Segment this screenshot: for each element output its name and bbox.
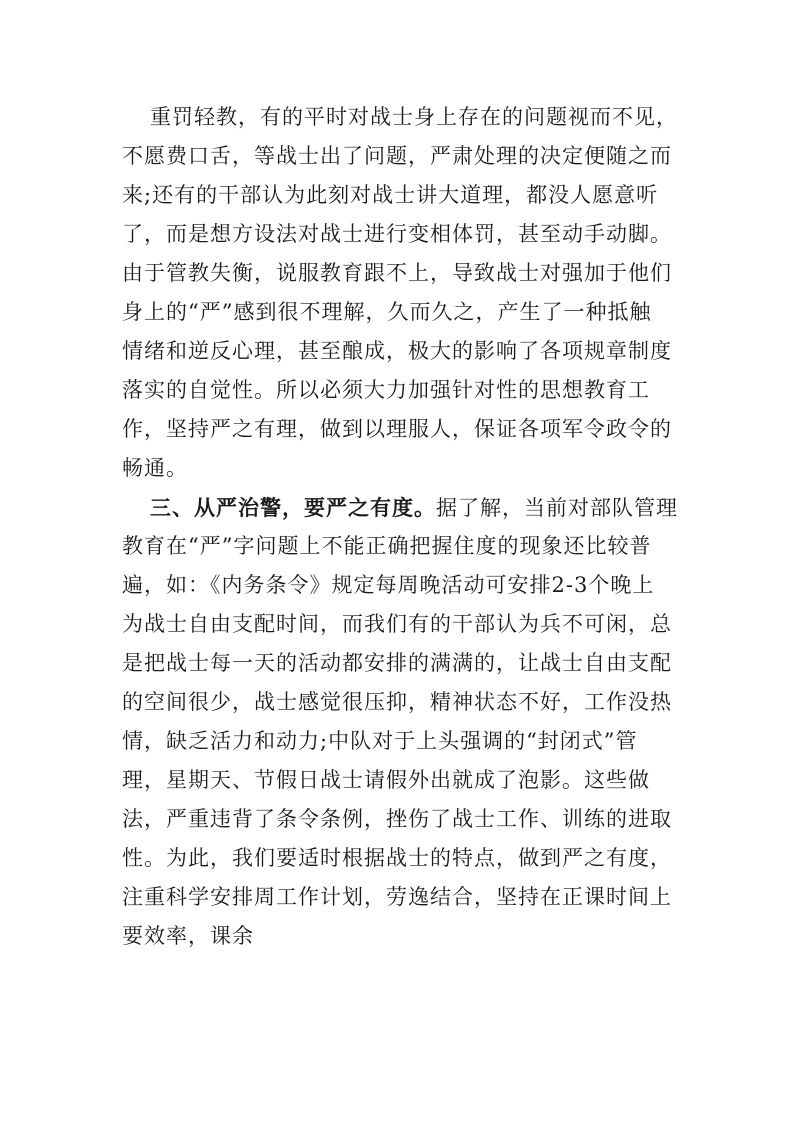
paragraph-line: 了，而是想方设法对战士进行变相体罚，甚至动手动脚。	[122, 222, 672, 246]
paragraph-line: 是把战士每一天的活动都安排的满满的，让战士自由支配	[122, 651, 672, 675]
paragraph-line: 不愿费口舌，等战士出了问题，严肃处理的决定便随之而	[122, 144, 672, 168]
section-heading: 三、从严治警，要严之有度。	[150, 495, 436, 520]
paragraph-line: 注重科学安排周工作计划，劳逸结合，坚持在正课时间上	[122, 885, 672, 909]
paragraph-line: 由于管教失衡，说服教育跟不上，导致战士对强加于他们	[122, 261, 672, 285]
paragraph-line: 遍，如：《内务条令》规定每周晚活动可安排2-3个晚上	[122, 573, 655, 597]
paragraph-line: 理，星期天、节假日战士请假外出就成了泡影。这些做	[122, 768, 650, 792]
paragraph-line: 畅通。	[122, 456, 188, 480]
paragraph-line: 的空间很少，战士感觉很压抑，精神状态不好，工作没热	[122, 690, 672, 714]
paragraph-2	[122, 488, 682, 956]
paragraph-line: 法，严重违背了条令条例，挫伤了战士工作、训练的进取	[122, 807, 672, 831]
paragraph-first-line	[122, 488, 682, 527]
paragraph-line: 要效率，课余	[122, 924, 254, 948]
paragraph-line: 教育在“严”字问题上不能正确把握住度的现象还比较普	[122, 534, 652, 558]
paragraph-line: 为战士自由支配时间，而我们有的干部认为兵不可闲，总	[122, 612, 672, 636]
paragraph-line: 情绪和逆反心理，甚至酿成，极大的影响了各项规章制度	[122, 339, 672, 363]
paragraph-line: 性。为此，我们要适时根据战士的特点，做到严之有度，	[122, 846, 672, 870]
paragraph-line: 落实的自觉性。所以必须大力加强针对性的思想教育工	[122, 378, 650, 402]
paragraph-line: 情，缺乏活力和动力;中队对于上头强调的“封闭式”管	[122, 729, 638, 753]
paragraph-1	[122, 98, 682, 488]
paragraph-line: 作，坚持严之有理，做到以理服人，保证各项军令政令的	[122, 417, 672, 441]
document-body	[122, 98, 682, 956]
paragraph-line: 身上的“严”感到很不理解，久而久之，产生了一种抵触	[122, 300, 652, 324]
paragraph-line-text: 据了解，当前对部队管理	[436, 496, 678, 520]
paragraph-line: 重罚轻教，有的平时对战士身上存在的问题视而不见，	[150, 105, 678, 129]
paragraph-line: 来;还有的干部认为此刻对战士讲大道理，都没人愿意听	[122, 183, 659, 207]
